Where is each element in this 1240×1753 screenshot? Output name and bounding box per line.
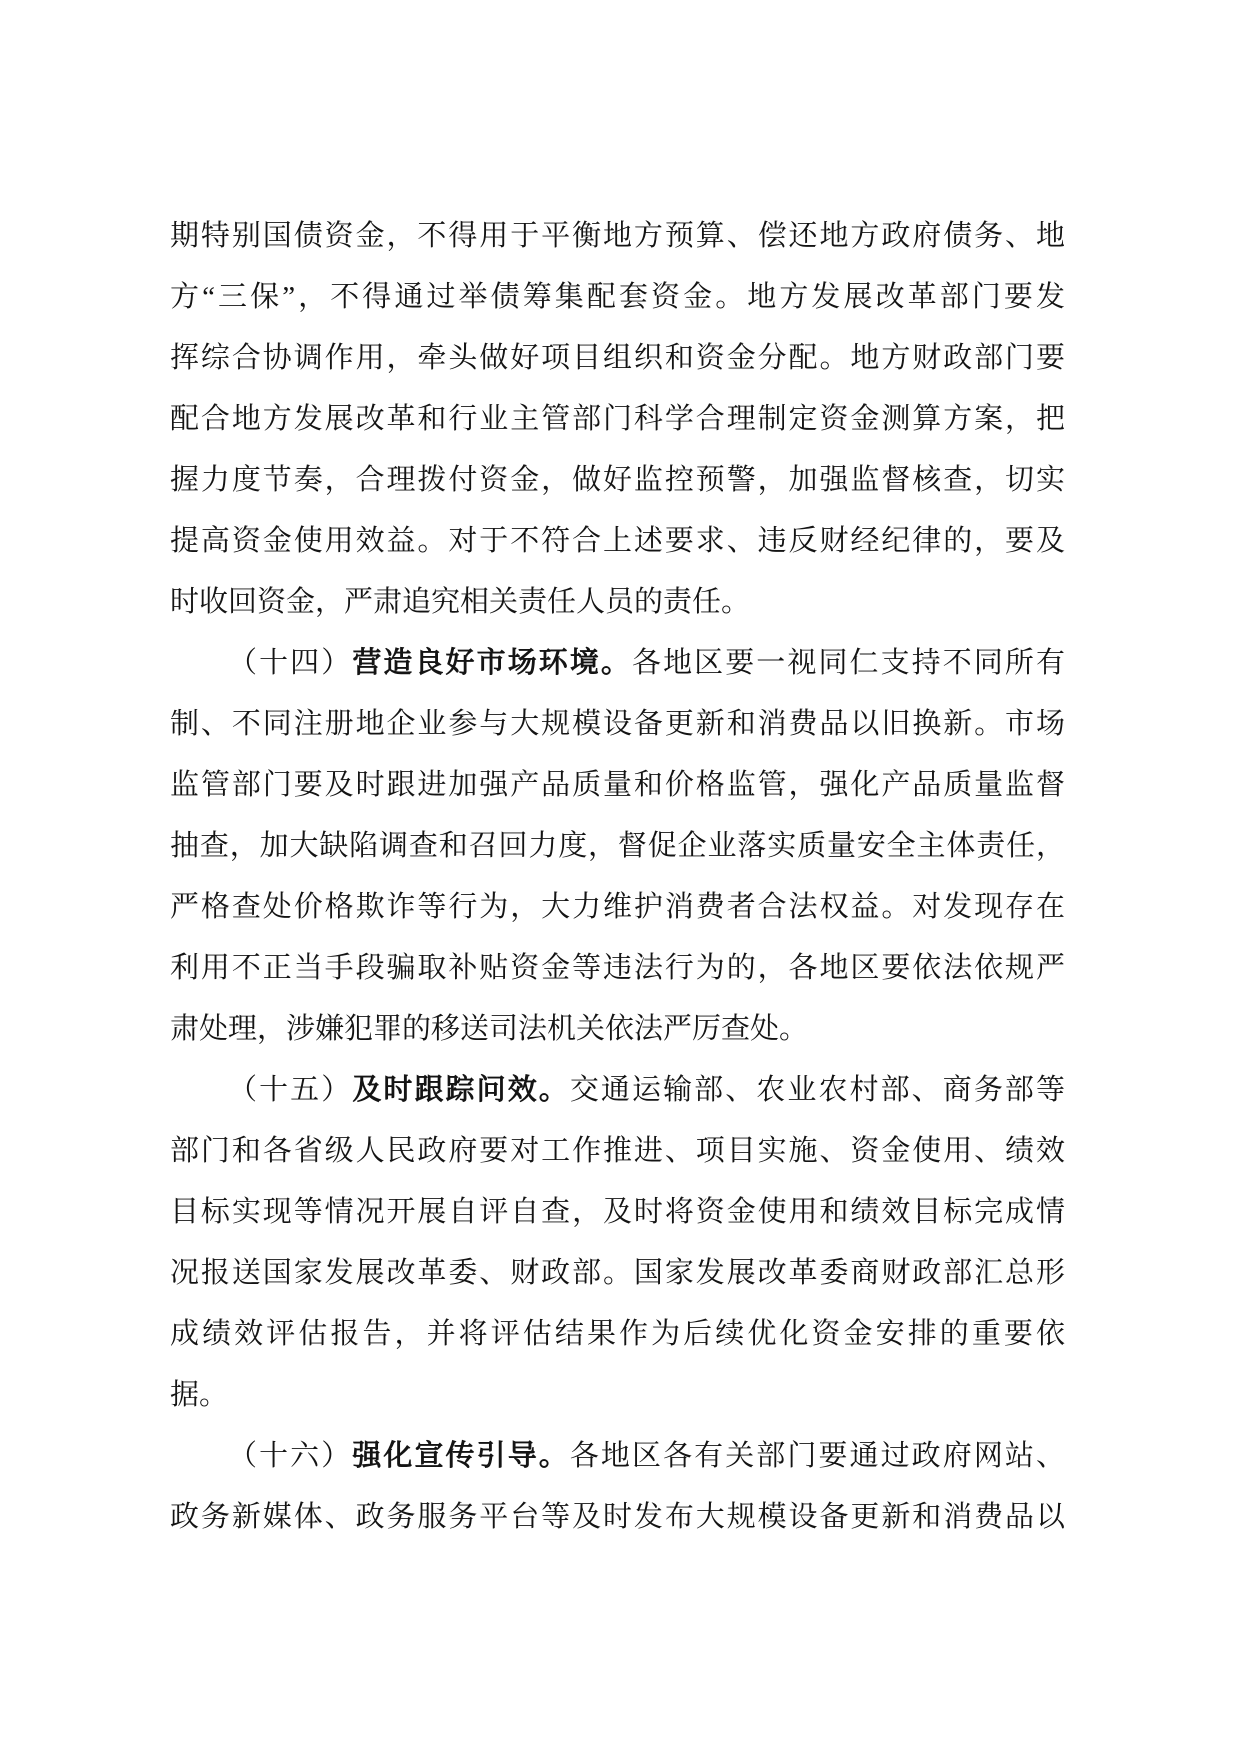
body-text: 制、不同注册地企业参与大规模设备更新和消费品以旧换新。市场 [170,708,1065,740]
text-line [170,450,1065,511]
body-text: 期特别国债资金，不得用于平衡地方预算、偿还地方政府债务、地 [170,220,1065,252]
body-text: 配合地方发展改革和行业主管部门科学合理制定资金测算方案，把 [170,403,1065,435]
text-line [170,999,1065,1060]
text-line [170,816,1065,877]
paragraph-13-continuation [170,206,1065,633]
body-text: 据。 [170,1379,229,1411]
section-heading-text: 营造良好市场环境。 [352,647,632,679]
text-line [170,1121,1065,1182]
section-heading-text: 及时跟踪问效。 [352,1074,570,1106]
body-text: 部门和各省级人民政府要对工作推进、项目实施、资金使用、绩效 [170,1135,1065,1167]
body-text: 肃处理，涉嫌犯罪的移送司法机关依法严厉查处。 [170,1013,809,1045]
body-text: 挥综合协调作用，牵头做好项目组织和资金分配。地方财政部门要 [170,342,1065,374]
body-text: （十四） [228,647,353,679]
section-heading-text: 强化宣传引导。 [352,1440,570,1472]
body-text: 各地区要一视同仁支持不同所有 [632,647,1065,679]
text-line [170,1304,1065,1365]
text-line [170,267,1065,328]
text-line [170,694,1065,755]
body-text: 时收回资金，严肃追究相关责任人员的责任。 [170,586,751,618]
body-text: 方“三保”，不得通过举债筹集配套资金。地方发展改革部门要发 [170,281,1065,313]
text-line [170,877,1065,938]
text-line [170,1426,1065,1487]
text-line [170,511,1065,572]
body-text: 成绩效评估报告，并将评估结果作为后续优化资金安排的重要依 [170,1318,1065,1350]
body-text: 抽查，加大缺陷调查和召回力度，督促企业落实质量安全主体责任， [170,830,1065,862]
body-text: （十六） [228,1440,353,1472]
text-line [170,206,1065,267]
paragraph-16 [170,1426,1065,1548]
body-text: 况报送国家发展改革委、财政部。国家发展改革委商财政部汇总形 [170,1257,1065,1289]
text-line [170,633,1065,694]
body-text: 严格查处价格欺诈等行为，大力维护消费者合法权益。对发现存在 [170,891,1065,923]
body-text: （十五） [228,1074,353,1106]
body-text: 目标实现等情况开展自评自查，及时将资金使用和绩效目标完成情 [170,1196,1065,1228]
text-line [170,938,1065,999]
text-line [170,1182,1065,1243]
text-line [170,1060,1065,1121]
text-line [170,328,1065,389]
body-text: 利用不正当手段骗取补贴资金等违法行为的，各地区要依法依规严 [170,952,1065,984]
text-line [170,389,1065,450]
text-line [170,755,1065,816]
document-body [170,206,1065,1548]
body-text: 政务新媒体、政务服务平台等及时发布大规模设备更新和消费品以 [170,1501,1065,1533]
text-line [170,1365,1065,1426]
body-text: 握力度节奏，合理拨付资金，做好监控预警，加强监督核查，切实 [170,464,1065,496]
body-text: 交通运输部、农业农村部、商务部等 [569,1074,1065,1106]
paragraph-14 [170,633,1065,1060]
text-line [170,1243,1065,1304]
text-line [170,1487,1065,1548]
body-text: 各地区各有关部门要通过政府网站、 [569,1440,1065,1472]
paragraph-15 [170,1060,1065,1426]
body-text: 提高资金使用效益。对于不符合上述要求、违反财经纪律的，要及 [170,525,1065,557]
text-line [170,572,1065,633]
body-text: 监管部门要及时跟进加强产品质量和价格监管，强化产品质量监督 [170,769,1065,801]
